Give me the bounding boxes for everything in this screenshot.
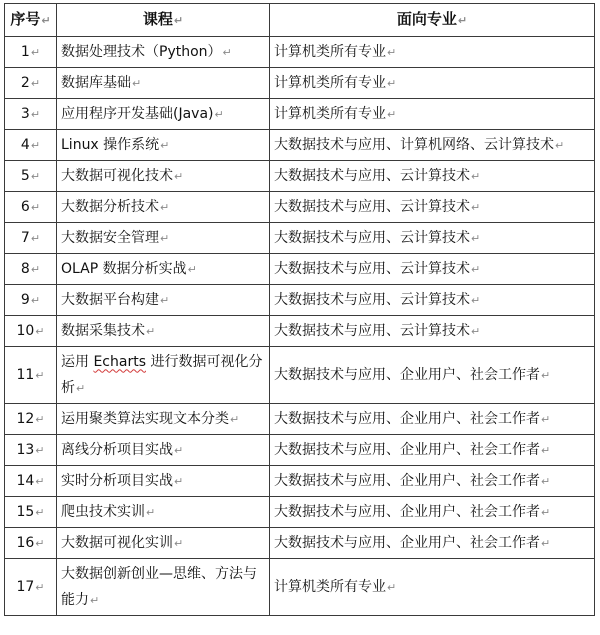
cell-no: 5↵	[5, 161, 57, 192]
cell-major: 大数据技术与应用、企业用户、社会工作者↵	[270, 528, 595, 559]
cell-major: 大数据技术与应用、企业用户、社会工作者↵	[270, 497, 595, 528]
cell-major: 大数据技术与应用、企业用户、社会工作者↵	[270, 435, 595, 466]
cell-no: 16↵	[5, 528, 57, 559]
header-no: 序号↵	[5, 4, 57, 37]
header-course: 课程↵	[57, 4, 270, 37]
cell-course: 数据采集技术↵	[57, 316, 270, 347]
cell-course: 实时分析项目实战↵	[57, 466, 270, 497]
cell-major: 大数据技术与应用、企业用户、社会工作者↵	[270, 347, 595, 404]
table-row	[5, 192, 595, 223]
course-table	[4, 3, 595, 616]
cell-course: 离线分析项目实战↵	[57, 435, 270, 466]
cell-no: 12↵	[5, 404, 57, 435]
cell-no: 1↵	[5, 37, 57, 68]
table-row	[5, 559, 595, 616]
cell-no: 4↵	[5, 130, 57, 161]
cell-major: 大数据技术与应用、云计算技术↵	[270, 285, 595, 316]
table-row	[5, 497, 595, 528]
table-row	[5, 99, 595, 130]
cell-major: 计算机类所有专业↵	[270, 559, 595, 616]
cell-no: 9↵	[5, 285, 57, 316]
table-row	[5, 435, 595, 466]
cell-course: 运用 Echarts 进行数据可视化分析↵	[57, 347, 270, 404]
table-row	[5, 223, 595, 254]
cell-major: 大数据技术与应用、云计算技术↵	[270, 192, 595, 223]
table-row	[5, 528, 595, 559]
cell-course: OLAP 数据分析实战↵	[57, 254, 270, 285]
table-row	[5, 285, 595, 316]
cell-course: 大数据平台构建↵	[57, 285, 270, 316]
table-row	[5, 130, 595, 161]
cell-major: 计算机类所有专业↵	[270, 37, 595, 68]
cell-no: 10↵	[5, 316, 57, 347]
cell-major: 大数据技术与应用、云计算技术↵	[270, 254, 595, 285]
cell-major: 大数据技术与应用、企业用户、社会工作者↵	[270, 404, 595, 435]
table-row	[5, 68, 595, 99]
header-major: 面向专业↵	[270, 4, 595, 37]
cell-no: 17↵	[5, 559, 57, 616]
table-row	[5, 347, 595, 404]
table-row	[5, 316, 595, 347]
cell-no: 8↵	[5, 254, 57, 285]
cell-major: 计算机类所有专业↵	[270, 68, 595, 99]
cell-course: Linux 操作系统↵	[57, 130, 270, 161]
cell-course: 大数据可视化实训↵	[57, 528, 270, 559]
cell-course: 大数据安全管理↵	[57, 223, 270, 254]
cell-no: 15↵	[5, 497, 57, 528]
cell-no: 11↵	[5, 347, 57, 404]
cell-major: 大数据技术与应用、企业用户、社会工作者↵	[270, 466, 595, 497]
cell-major: 大数据技术与应用、云计算技术↵	[270, 161, 595, 192]
table-row	[5, 161, 595, 192]
cell-course: 运用聚类算法实现文本分类↵	[57, 404, 270, 435]
table-row	[5, 37, 595, 68]
cell-major: 计算机类所有专业↵	[270, 99, 595, 130]
cell-no: 14↵	[5, 466, 57, 497]
cell-course: 大数据分析技术↵	[57, 192, 270, 223]
cell-no: 2↵	[5, 68, 57, 99]
cell-course: 应用程序开发基础(Java)↵	[57, 99, 270, 130]
table-row	[5, 466, 595, 497]
cell-no: 13↵	[5, 435, 57, 466]
table-row	[5, 254, 595, 285]
cell-course: 爬虫技术实训↵	[57, 497, 270, 528]
cell-course: 大数据可视化技术↵	[57, 161, 270, 192]
cell-course: 大数据创新创业—思维、方法与能力↵	[57, 559, 270, 616]
table-header-row	[5, 4, 595, 37]
cell-no: 3↵	[5, 99, 57, 130]
spellcheck-underline: Echarts	[93, 353, 146, 370]
table-row	[5, 404, 595, 435]
cell-major: 大数据技术与应用、计算机网络、云计算技术↵	[270, 130, 595, 161]
cell-course: 数据处理技术（Python）↵	[57, 37, 270, 68]
cell-no: 6↵	[5, 192, 57, 223]
cell-major: 大数据技术与应用、云计算技术↵	[270, 316, 595, 347]
cell-major: 大数据技术与应用、云计算技术↵	[270, 223, 595, 254]
cell-course: 数据库基础↵	[57, 68, 270, 99]
cell-no: 7↵	[5, 223, 57, 254]
